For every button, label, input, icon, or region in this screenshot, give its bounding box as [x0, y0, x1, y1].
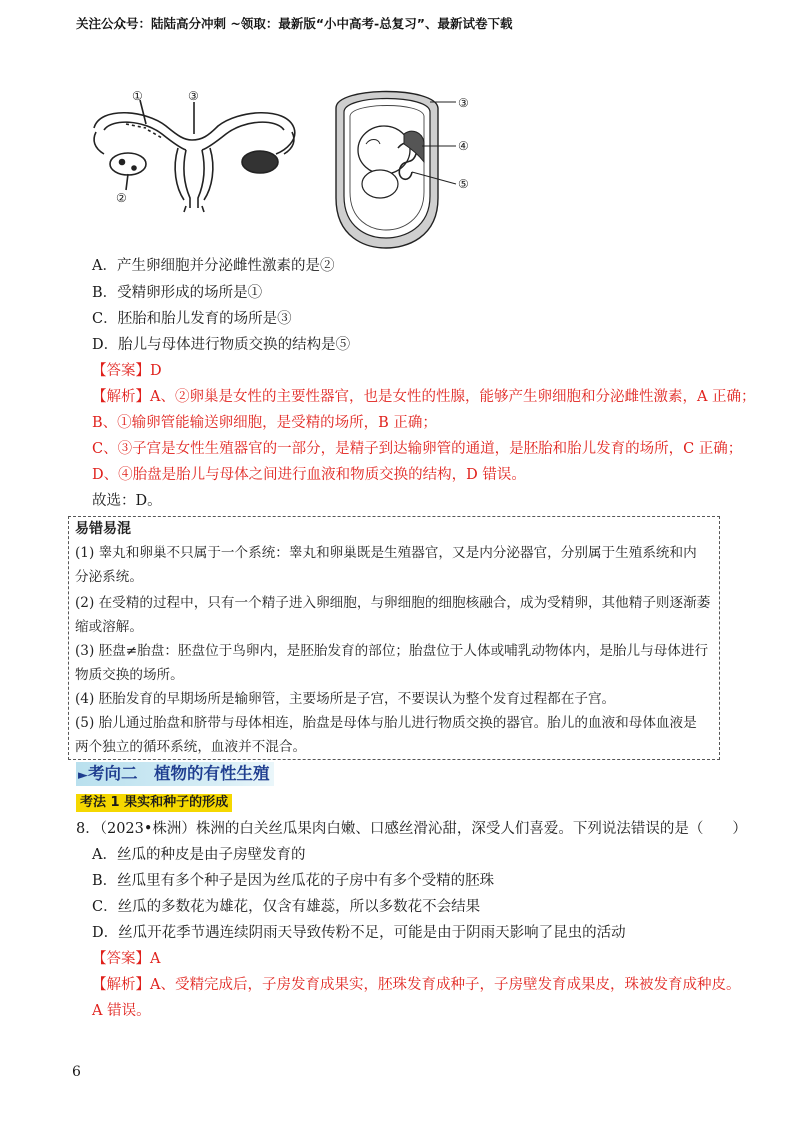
page-header: 关注公众号：陆陆高分冲刺 ~领取：最新版“小中高考-总复习”、最新试卷下载: [76, 16, 513, 31]
q8-option-b: B．丝瓜里有多个种子是因为丝瓜花的子房中有多个受精的胚珠: [92, 873, 495, 889]
right-label-3: ③: [458, 96, 469, 110]
q8-analysis-line-1: 【解析】A、受精完成后，子房发育成果实，胚珠发育成种子，子房壁发育成果皮，珠被发育成种皮。: [92, 977, 741, 993]
right-label-4: ④: [458, 139, 469, 153]
page-number: 6: [72, 1064, 81, 1080]
q8-option-c: C．丝瓜的多数花为雄花，仅含有雄蕊，所以多数花不会结果: [92, 899, 481, 915]
tip-line: 两个独立的循环系统，血液并不混合。: [75, 739, 307, 755]
play-arrow-icon: ►: [78, 768, 88, 783]
tip-line: (4) 胚胎发育的早期场所是输卵管，主要场所是子宫，不要误认为整个发育过程都在子宫。: [75, 691, 616, 707]
left-label-3: ③: [188, 89, 199, 103]
section-title: 考向二 植物的有性生殖: [88, 764, 270, 783]
section-heading: [76, 762, 274, 786]
tip-line: (3) 胚盘≠胎盘：胚盘位于鸟卵内，是胚胎发育的部位；胎盘位于人体或哺乳动物体内，是胎儿与母体进行: [75, 643, 709, 659]
left-label-2: ②: [116, 191, 127, 205]
tip-line: 缩或溶解。: [75, 619, 143, 635]
answer: 【答案】D: [92, 363, 162, 379]
conclusion: 故选：D。: [92, 493, 162, 509]
tip-line: 分泌系统。: [75, 569, 143, 585]
q8-answer: 【答案】A: [92, 951, 161, 967]
option-a: A．产生卵细胞并分泌雌性激素的是②: [92, 258, 335, 274]
method-label: 考法 1 果实和种子的形成: [76, 794, 232, 812]
reproductive-figures: [86, 88, 486, 260]
option-d: D．胎儿与母体进行物质交换的结构是⑤: [92, 337, 351, 353]
question8-stem: 8．（2023•株洲）株洲的白关丝瓜果肉白嫩、口感丝滑沁甜，深受人们喜爱。下列说法错误的是（ ）: [76, 821, 747, 837]
tip-line: 物质交换的场所。: [75, 667, 184, 683]
analysis-line-4: D、④胎盘是胎儿与母体之间进行血液和物质交换的结构，D 错误。: [92, 467, 526, 483]
tip-line: (2) 在受精的过程中，只有一个精子进入卵细胞，与卵细胞的细胞核融合，成为受精卵，其他精子则逐渐萎: [75, 595, 711, 611]
q8-option-d: D．丝瓜开花季节遇连续阴雨天导致传粉不足，可能是由于阴雨天影响了昆虫的活动: [92, 925, 626, 941]
q8-analysis-line-2: A 错误。: [92, 1003, 151, 1019]
tip-box-title: 易错易混: [75, 521, 131, 537]
q8-option-a: A．丝瓜的种皮是由子房壁发育的: [92, 847, 306, 863]
analysis-line-3: C、③子宫是女性生殖器官的一部分，是精子到达输卵管的通道，是胚胎和胎儿发育的场所，C 正确；: [92, 441, 743, 457]
left-label-1: ①: [132, 89, 143, 103]
analysis-line-1: 【解析】A、②卵巢是女性的主要性器官，也是女性的性腺，能够产生卵细胞和分泌雌性激素，A 正确；: [92, 389, 756, 405]
right-label-5: ⑤: [458, 177, 469, 191]
option-b: B．受精卵形成的场所是①: [92, 285, 263, 301]
figure-svg: [86, 88, 486, 260]
fetus-diagram: [336, 92, 456, 249]
option-c: C．胚胎和胎儿发育的场所是③: [92, 311, 292, 327]
tip-line: (1) 睾丸和卵巢不只属于一个系统：睾丸和卵巢既是生殖器官，又是内分泌器官，分别属于生殖系统和内: [75, 545, 697, 561]
tip-box: [68, 516, 720, 760]
tip-line: (5) 胎儿通过胎盘和脐带与母体相连，胎盘是母体与胎儿进行物质交换的器官。胎儿的血液和母体血液是: [75, 715, 697, 731]
analysis-line-2: B、①输卵管能输送卵细胞，是受精的场所，B 正确；: [92, 415, 437, 431]
